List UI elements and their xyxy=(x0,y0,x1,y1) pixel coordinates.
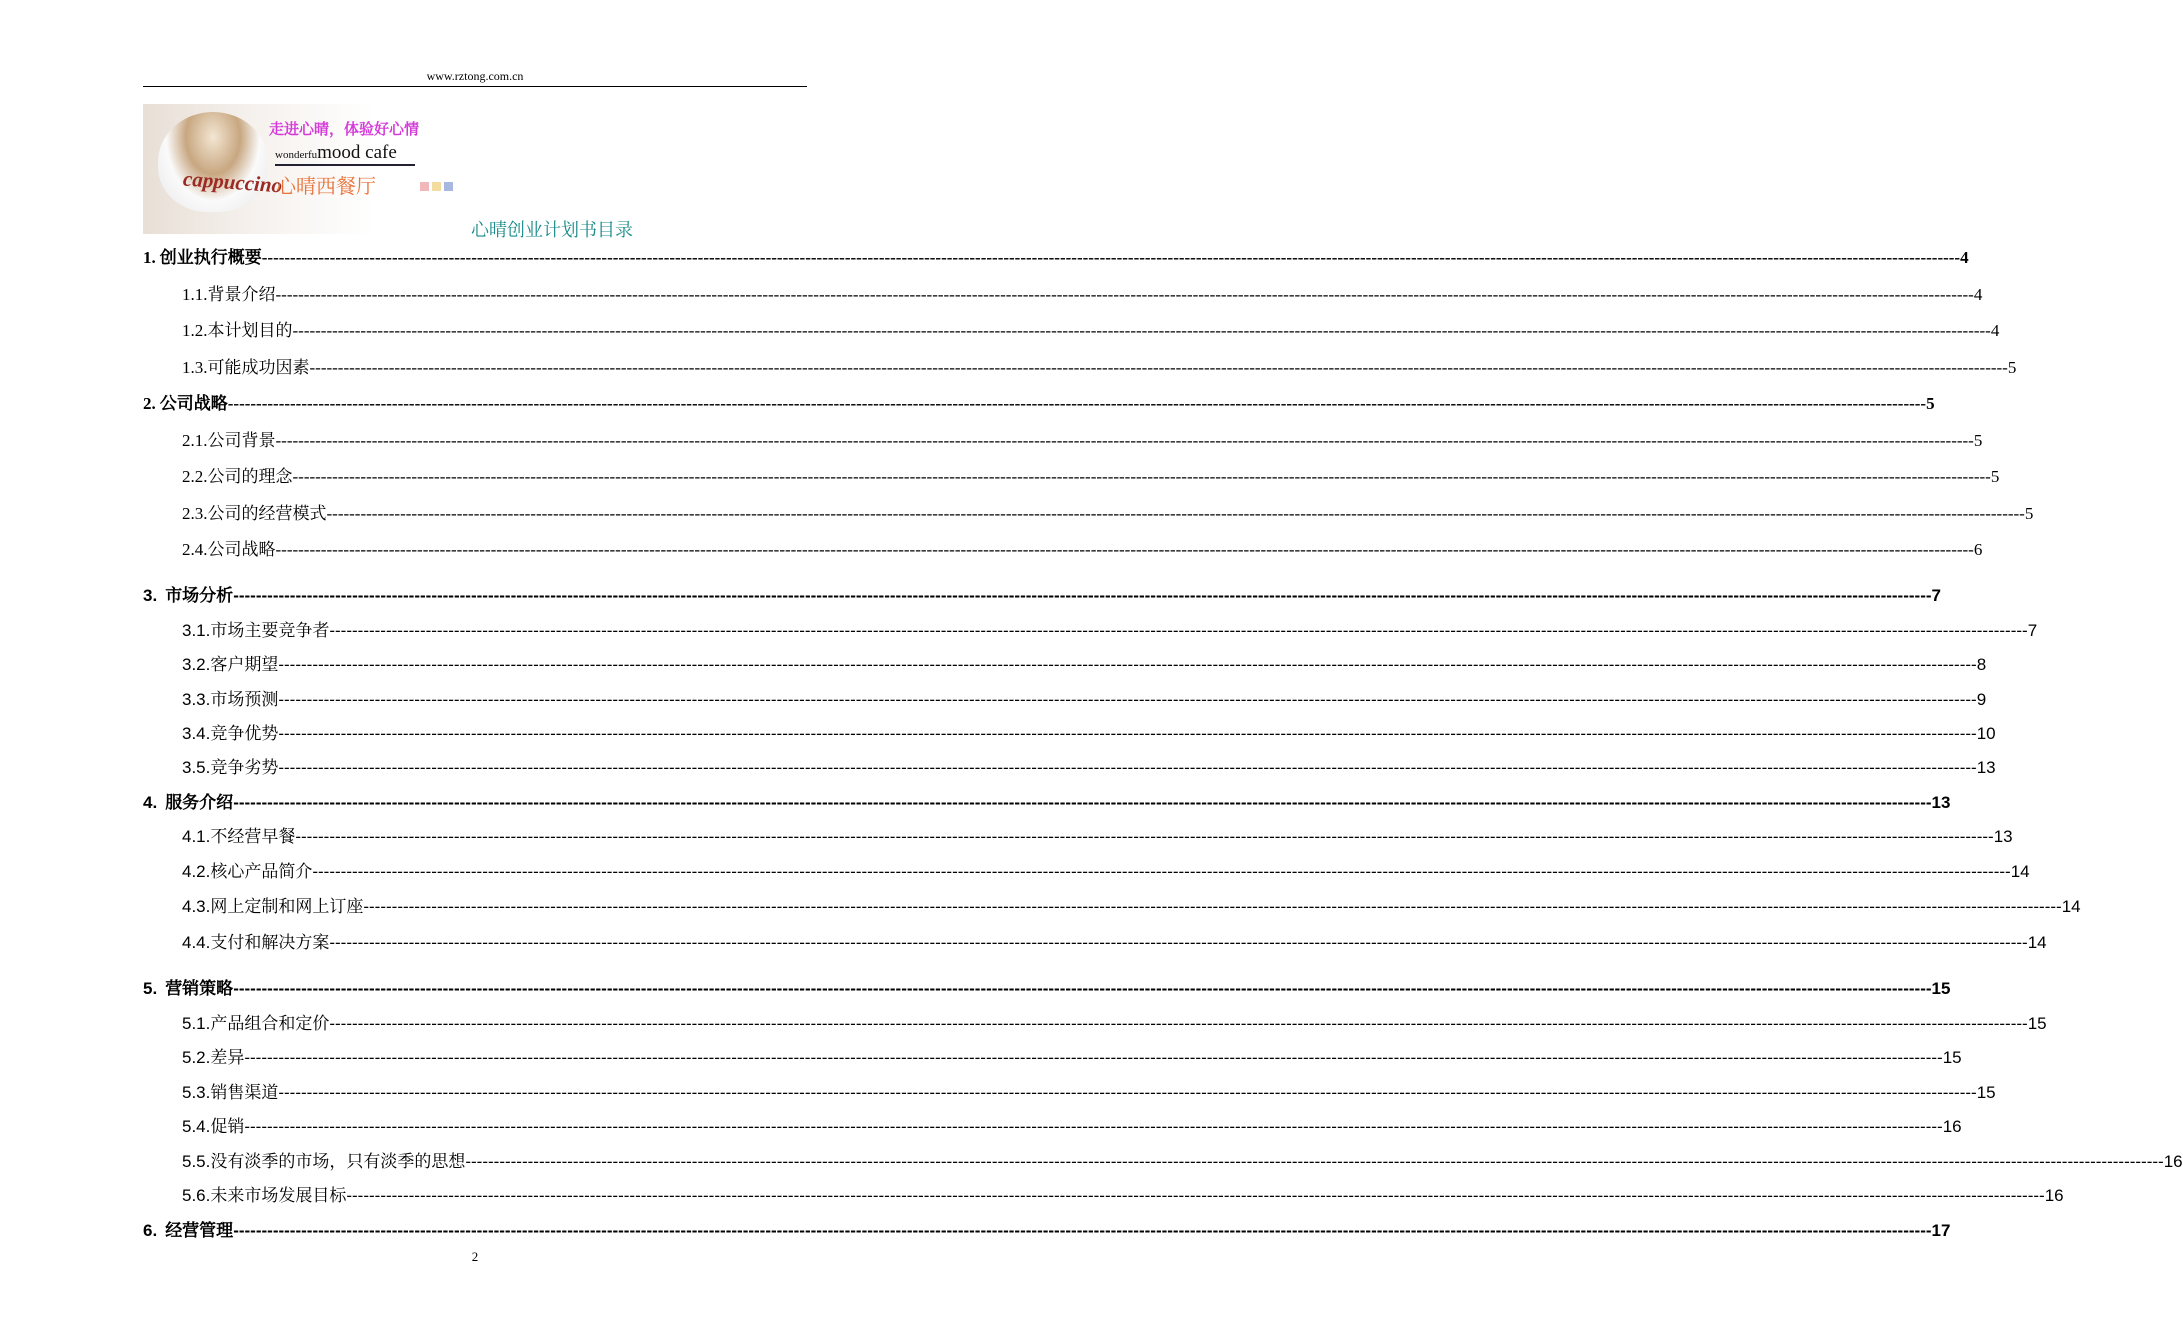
dot-leader: ------------------------------------------------------------------------------------------------------------------------------------------------------------------------------------------------------------------------------------------------------------------------------------------------------------ xyxy=(233,1221,1932,1240)
dot-leader: ------------------------------------------------------------------------------------------------------------------------------------------------------------------------------------------------------------------------------------------------------------------------------------------------------------ xyxy=(233,979,1932,998)
toc-entry-label: 经营管理 xyxy=(165,1221,234,1241)
toc-entry-label: 未来市场发展目标 xyxy=(210,1186,347,1206)
toc-entry[interactable] xyxy=(182,1043,1962,1068)
dot-leader: ------------------------------------------------------------------------------------------------------------------------------------------------------------------------------------------------------------------------------------------------------------------------------------------------------------ xyxy=(292,467,1991,486)
logo-brand-main: mood cafe xyxy=(317,142,397,163)
dot-leader: ------------------------------------------------------------------------------------------------------------------------------------------------------------------------------------------------------------------------------------------------------------------------------------------------------------ xyxy=(278,758,1977,777)
toc-entry-page: 13 xyxy=(1993,827,2013,846)
toc-entry-page: 16 xyxy=(2163,1152,2183,1171)
toc-entry-number: 4.2. xyxy=(182,862,211,881)
toc-entry-label: 差异 xyxy=(210,1048,245,1068)
toc-entry-number: 5.5. xyxy=(182,1152,211,1171)
coffee-cup-icon xyxy=(158,112,268,212)
toc-entry-number: 2.4. xyxy=(182,540,208,559)
toc-entry[interactable] xyxy=(182,1112,1962,1137)
toc-entry-page: 14 xyxy=(2010,862,2030,881)
toc-entry-page: 8 xyxy=(1976,655,1987,674)
dot-leader: ------------------------------------------------------------------------------------------------------------------------------------------------------------------------------------------------------------------------------------------------------------------------------------------------------------ xyxy=(329,1014,2028,1033)
toc-entry-label: 公司的经营模式 xyxy=(207,504,327,524)
toc-entry-number: 1. xyxy=(143,248,156,267)
logo-cup-text: cappuccino xyxy=(182,166,283,198)
dot-leader: ------------------------------------------------------------------------------------------------------------------------------------------------------------------------------------------------------------------------------------------------------------------------------------------------------------ xyxy=(309,358,2008,377)
decor-square xyxy=(420,182,429,191)
toc-entry-page: 15 xyxy=(1942,1048,1962,1067)
toc-entry-page: 15 xyxy=(1976,1083,1996,1102)
toc-entry-number: 4.3. xyxy=(182,897,211,916)
toc-entry[interactable] xyxy=(182,753,1996,778)
dot-leader: ------------------------------------------------------------------------------------------------------------------------------------------------------------------------------------------------------------------------------------------------------------------------------------------------------------ xyxy=(346,1186,2045,1205)
toc-entry[interactable] xyxy=(182,353,2017,378)
toc-entry-number: 2.3. xyxy=(182,504,208,523)
dot-leader: ------------------------------------------------------------------------------------------------------------------------------------------------------------------------------------------------------------------------------------------------------------------------------------------------------------ xyxy=(326,504,2025,523)
toc-entry-label: 没有淡季的市场，只有淡季的思想 xyxy=(210,1152,466,1172)
toc-entry[interactable] xyxy=(143,974,1951,999)
toc-entry[interactable] xyxy=(182,616,2038,641)
toc-entry-number: 1.1. xyxy=(182,285,208,304)
logo-slogan: 走进心晴，体验好心情 xyxy=(269,120,420,138)
toc-entry-label: 客户期望 xyxy=(210,655,279,675)
dot-leader: ------------------------------------------------------------------------------------------------------------------------------------------------------------------------------------------------------------------------------------------------------------------------------------------------------------ xyxy=(233,793,1932,812)
toc-title: 心晴创业计划书目录 xyxy=(471,220,633,241)
toc-entry-number: 3.4. xyxy=(182,724,211,743)
toc-entry-number: 4. xyxy=(143,793,158,812)
toc-entry-label: 核心产品简介 xyxy=(210,862,313,882)
dot-leader: ------------------------------------------------------------------------------------------------------------------------------------------------------------------------------------------------------------------------------------------------------------------------------------------------------------ xyxy=(244,1048,1943,1067)
header-divider xyxy=(143,86,807,87)
toc-entry[interactable] xyxy=(143,1216,1951,1241)
toc-entry-number: 3.5. xyxy=(182,758,211,777)
toc-entry-number: 1.3. xyxy=(182,358,208,377)
toc-entry[interactable] xyxy=(182,928,2047,953)
toc-entry-page: 5 xyxy=(2007,358,2017,377)
toc-entry-label: 不经营早餐 xyxy=(210,827,296,847)
toc-entry-label: 营销策略 xyxy=(165,979,234,999)
toc-entry-label: 本计划目的 xyxy=(207,321,293,341)
toc-entry-number: 1.2. xyxy=(182,321,208,340)
dot-leader: ------------------------------------------------------------------------------------------------------------------------------------------------------------------------------------------------------------------------------------------------------------------------------------------------------------ xyxy=(275,285,1974,304)
decor-square xyxy=(444,182,453,191)
dot-leader: ------------------------------------------------------------------------------------------------------------------------------------------------------------------------------------------------------------------------------------------------------------------------------------------------------------ xyxy=(278,690,1977,709)
dot-leader: ------------------------------------------------------------------------------------------------------------------------------------------------------------------------------------------------------------------------------------------------------------------------------------------------------------ xyxy=(227,394,1927,413)
dot-leader: ------------------------------------------------------------------------------------------------------------------------------------------------------------------------------------------------------------------------------------------------------------------------------------------------------------ xyxy=(292,321,1991,340)
dot-leader: ------------------------------------------------------------------------------------------------------------------------------------------------------------------------------------------------------------------------------------------------------------------------------------------------------------ xyxy=(363,897,2062,916)
toc-entry-page: 14 xyxy=(2027,933,2047,952)
toc-entry-number: 5.4. xyxy=(182,1117,211,1136)
dot-leader: ------------------------------------------------------------------------------------------------------------------------------------------------------------------------------------------------------------------------------------------------------------------------------------------------------------ xyxy=(465,1152,2164,1171)
toc-entry[interactable] xyxy=(182,1078,1996,1103)
toc-entry-label: 销售渠道 xyxy=(210,1083,279,1103)
dot-leader: ------------------------------------------------------------------------------------------------------------------------------------------------------------------------------------------------------------------------------------------------------------------------------------------------------------ xyxy=(278,724,1977,743)
toc-entry-page: 7 xyxy=(2027,621,2038,640)
toc-entry[interactable] xyxy=(182,719,1996,744)
toc-entry[interactable] xyxy=(143,243,1969,268)
toc-entry[interactable] xyxy=(182,650,1987,675)
dot-leader: ------------------------------------------------------------------------------------------------------------------------------------------------------------------------------------------------------------------------------------------------------------------------------------------------------------ xyxy=(295,827,1994,846)
dot-leader: ------------------------------------------------------------------------------------------------------------------------------------------------------------------------------------------------------------------------------------------------------------------------------------------------------------ xyxy=(329,933,2028,952)
logo-cafe-name: 心晴西餐厅 xyxy=(276,176,376,198)
dot-leader: ------------------------------------------------------------------------------------------------------------------------------------------------------------------------------------------------------------------------------------------------------------------------------------------------------------ xyxy=(329,621,2028,640)
toc-entry[interactable] xyxy=(143,389,1935,414)
dot-leader: ------------------------------------------------------------------------------------------------------------------------------------------------------------------------------------------------------------------------------------------------------------------------------------------------------------ xyxy=(312,862,2011,881)
toc-entry-number: 3.3. xyxy=(182,690,211,709)
toc-entry[interactable] xyxy=(182,822,2013,847)
toc-entry-label: 背景介绍 xyxy=(207,285,276,305)
toc-entry[interactable] xyxy=(182,1147,2183,1172)
toc-entry-label: 支付和解决方案 xyxy=(210,933,330,953)
toc-entry-page: 4 xyxy=(1973,285,1983,304)
dot-leader: ------------------------------------------------------------------------------------------------------------------------------------------------------------------------------------------------------------------------------------------------------------------------------------------------------------ xyxy=(244,1117,1943,1136)
toc-entry[interactable] xyxy=(182,1181,2064,1206)
page-number: 2 xyxy=(471,1249,479,1264)
toc-entry[interactable] xyxy=(182,280,1983,305)
cafe-logo-image xyxy=(143,104,473,234)
toc-entry-number: 5.3. xyxy=(182,1083,211,1102)
decor-square xyxy=(432,182,441,191)
toc-entry-label: 服务介绍 xyxy=(165,793,234,813)
toc-entry[interactable] xyxy=(182,499,2034,524)
toc-entry-page: 6 xyxy=(1973,540,1983,559)
toc-entry-page: 16 xyxy=(2044,1186,2064,1205)
toc-entry-label: 市场预测 xyxy=(210,690,279,710)
toc-entry-page: 4 xyxy=(1990,321,2000,340)
toc-entry-page: 15 xyxy=(2027,1014,2047,1033)
dot-leader: ------------------------------------------------------------------------------------------------------------------------------------------------------------------------------------------------------------------------------------------------------------------------------------------------------------ xyxy=(275,540,1974,559)
toc-entry[interactable] xyxy=(182,857,2030,882)
toc-entry-number: 5. xyxy=(143,979,158,998)
toc-entry-page: 9 xyxy=(1976,690,1987,709)
toc-entry-page: 10 xyxy=(1976,724,1996,743)
toc-entry[interactable] xyxy=(182,316,2000,341)
dot-leader: ------------------------------------------------------------------------------------------------------------------------------------------------------------------------------------------------------------------------------------------------------------------------------------------------------------ xyxy=(233,586,1932,605)
toc-entry-page: 14 xyxy=(2061,897,2081,916)
toc-entry-label: 公司战略 xyxy=(207,540,276,560)
dot-leader: ------------------------------------------------------------------------------------------------------------------------------------------------------------------------------------------------------------------------------------------------------------------------------------------------------------ xyxy=(278,1083,1977,1102)
toc-entry-page: 5 xyxy=(1926,394,1935,413)
toc-entry-page: 7 xyxy=(1931,586,1941,605)
toc-entry-number: 6. xyxy=(143,1221,158,1240)
toc-entry[interactable] xyxy=(182,462,2000,487)
toc-entry-label: 竞争优势 xyxy=(210,724,279,744)
toc-entry[interactable] xyxy=(182,426,1983,451)
toc-entry-number: 4.4. xyxy=(182,933,211,952)
toc-entry-number: 5.2. xyxy=(182,1048,211,1067)
dot-leader: ------------------------------------------------------------------------------------------------------------------------------------------------------------------------------------------------------------------------------------------------------------------------------------------------------------ xyxy=(261,248,1961,267)
toc-entry-label: 公司的理念 xyxy=(207,467,293,487)
toc-entry-page: 13 xyxy=(1931,793,1951,812)
toc-entry[interactable] xyxy=(182,685,1987,710)
toc-entry-number: 2.2. xyxy=(182,467,208,486)
toc-entry-label: 创业执行概要 xyxy=(159,248,262,268)
toc-entry-page: 5 xyxy=(1973,431,1983,450)
toc-entry-number: 5.6. xyxy=(182,1186,211,1205)
toc-entry[interactable] xyxy=(182,1009,2047,1034)
toc-entry-page: 16 xyxy=(1942,1117,1962,1136)
toc-entry-page: 5 xyxy=(2024,504,2034,523)
toc-entry-number: 3. xyxy=(143,586,158,605)
toc-entry-label: 市场主要竞争者 xyxy=(210,621,330,641)
logo-brand xyxy=(275,142,415,166)
toc-entry-number: 4.1. xyxy=(182,827,211,846)
toc-entry-page: 15 xyxy=(1931,979,1951,998)
toc-entry-number: 3.1. xyxy=(182,621,211,640)
toc-entry-label: 公司战略 xyxy=(159,394,228,414)
toc-entry-number: 2. xyxy=(143,394,156,413)
toc-entry-label: 公司背景 xyxy=(207,431,276,451)
dot-leader: ------------------------------------------------------------------------------------------------------------------------------------------------------------------------------------------------------------------------------------------------------------------------------------------------------------ xyxy=(275,431,1974,450)
toc-entry[interactable] xyxy=(182,535,1983,560)
toc-entry-page: 17 xyxy=(1931,1221,1951,1240)
toc-entry[interactable] xyxy=(182,892,2081,917)
logo-brand-small: wonderfu xyxy=(275,149,318,161)
toc-entry-label: 促销 xyxy=(210,1117,245,1137)
toc-entry-label: 竞争劣势 xyxy=(210,758,279,778)
toc-entry-label: 网上定制和网上订座 xyxy=(210,897,364,917)
toc-entry-page: 5 xyxy=(1990,467,2000,486)
toc-entry-page: 13 xyxy=(1976,758,1996,777)
toc-entry[interactable] xyxy=(143,581,1941,606)
toc-entry-number: 3.2. xyxy=(182,655,211,674)
toc-entry-number: 2.1. xyxy=(182,431,208,450)
toc-entry-label: 产品组合和定价 xyxy=(210,1014,330,1034)
toc-entry-number: 5.1. xyxy=(182,1014,211,1033)
header-url: www.rztong.com.cn xyxy=(426,69,524,83)
toc-entry-page: 4 xyxy=(1960,248,1969,267)
dot-leader: ------------------------------------------------------------------------------------------------------------------------------------------------------------------------------------------------------------------------------------------------------------------------------------------------------------ xyxy=(278,655,1977,674)
toc-entry[interactable] xyxy=(143,788,1951,813)
toc-entry-label: 市场分析 xyxy=(165,586,234,606)
toc-entry-label: 可能成功因素 xyxy=(207,358,310,378)
